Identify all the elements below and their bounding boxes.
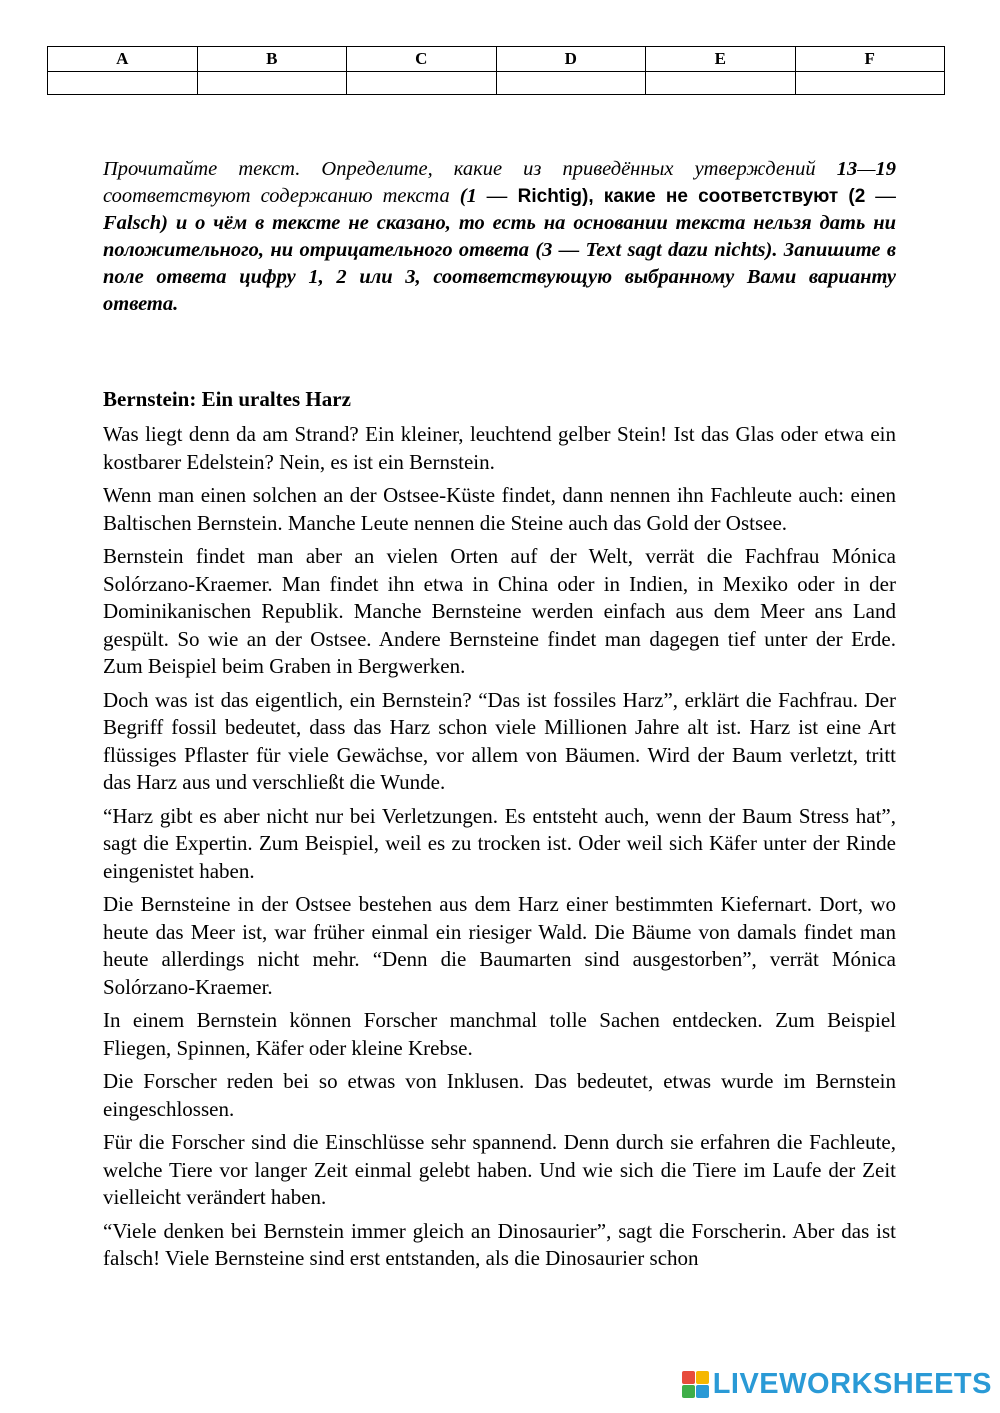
answer-cell-f[interactable] <box>795 72 945 95</box>
liveworksheets-logo-text: LIVEWORKSHEETS <box>712 1368 992 1400</box>
answer-table <box>47 46 945 95</box>
logo-tile <box>696 1371 709 1384</box>
liveworksheets-logo-icon <box>682 1371 709 1398</box>
answer-header-f: F <box>795 47 945 72</box>
answer-cell-b[interactable] <box>197 72 347 95</box>
logo-tile <box>682 1385 695 1398</box>
answer-cell-d[interactable] <box>496 72 646 95</box>
article-paragraph: Doch was ist das eigentlich, ein Bernstein? “Das ist fossiles Harz”, erklärt die Fachfrau. Der Begriff fossil bedeutet, dass das Harz schon viele Millionen Jahre alt ist. Harz ist eine Art flüssiges Pflaster für viele Gewächse, vor allem von Bäumen. Wird der Baum verletzt, tritt das Harz aus und verschließt die Wunde. <box>103 687 896 794</box>
answer-table-input-row <box>48 72 945 95</box>
answer-cell-a[interactable] <box>48 72 198 95</box>
instructions-dash: — <box>558 239 580 261</box>
article <box>103 386 896 1279</box>
answer-header-b: B <box>197 47 347 72</box>
option-1-label: Richtig), какие не соответствуют (2 <box>507 186 876 207</box>
instructions-match-text: соответствуют содержанию текста <box>103 185 460 207</box>
instructions-intro: Прочитайте текст. Определите, какие из приведённых утверждений <box>103 158 837 180</box>
answer-header-d: D <box>496 47 646 72</box>
instructions-dash: — <box>857 158 876 180</box>
option-3-label: Text sagt dazu nichts). Запишите в поле ответа цифру 1, 2 или 3, соответствующую выбранному Вами варианту ответа. <box>103 239 896 315</box>
article-paragraph: “Viele denken bei Bernstein immer gleich an Dinosaurier”, sagt die Forscherin. Aber das ist falsch! Viele Bernsteine sind erst entstanden, als die Dinosaurier schon <box>103 1218 896 1270</box>
article-paragraph: Für die Forscher sind die Einschlüsse sehr spannend. Denn durch sie erfahren die Fachleute, welche Tiere vor langer Zeit einmal gelebt haben. Und wie sich die Tiere im Laufe der Zeit vielleicht verändert haben. <box>103 1130 896 1209</box>
liveworksheets-branding[interactable] <box>682 1368 992 1401</box>
answer-cell-e[interactable] <box>646 72 796 95</box>
instructions-dash: — <box>486 185 508 207</box>
article-paragraph: “Harz gibt es aber nicht nur bei Verletzungen. Es entsteht auch, wenn der Baum Stress hat”, sagt die Expertin. Zum Beispiel, weil es zu trocken ist. Oder weil sich Käfer unter der Rinde eingenistet haben. <box>103 803 896 883</box>
answer-header-e: E <box>646 47 796 72</box>
option-1-open: (1 <box>459 185 487 207</box>
article-paragraph: Was liegt denn da am Strand? Ein kleiner, leuchtend gelber Stein! Ist das Glas oder etwa ein kostbarer Edelstein? Nein, es ist ein Bernstein. <box>103 422 896 474</box>
logo-tile <box>682 1371 695 1384</box>
logo-tile <box>696 1385 709 1398</box>
answer-cell-c[interactable] <box>347 72 497 95</box>
option-2-label: Falsch) и о чём в тексте не сказано, то есть на основании текста нельзя дать ни положительного, ни отрицательного ответа (3 <box>103 212 896 261</box>
instructions-range-start: 13 <box>836 158 858 180</box>
article-paragraph: Die Bernsteine in der Ostsee bestehen aus dem Harz einer bestimmten Kiefernart. Dort, wo heute das Meer ist, war früher einmal ein riesiger Wald. Die Bäume von damals findet man heute allerdings nicht mehr. “Denn die Baumarten sind ausgestorben”, verrät Mónica Solórzano-Kraemer. <box>103 892 896 999</box>
task-instructions <box>103 156 896 318</box>
article-paragraph: Die Forscher reden bei so etwas von Inklusen. Das bedeutet, etwas wurde im Bernstein eingeschlossen. <box>103 1069 896 1121</box>
article-paragraph: Bernstein findet man aber an vielen Orten auf der Welt, verrät die Fachfrau Mónica Solórzano-Kraemer. Man findet ihn etwa in China oder in Indien, in Mexiko oder in der Dominikanischen Republik. Manche Bernsteine werden einfach aus dem Meer ans Land gespült. So wie an der Ostsee. Andere Bernsteine findet man dagegen tief unter der Erde. Zum Beispiel beim Graben in Bergwerken. <box>103 544 896 678</box>
article-paragraph: Wenn man einen solchen an der Ostsee-Küste findet, dann nennen ihn Fachleute auch: einen Baltischen Bernstein. Manche Leute nennen die Steine auch das Gold der Ostsee. <box>103 483 896 535</box>
answer-header-c: C <box>347 47 497 72</box>
article-paragraph: In einem Bernstein können Forscher manchmal tolle Sachen entdecken. Zum Beispiel Fliegen, Spinnen, Käfer oder kleine Krebse. <box>103 1008 896 1060</box>
article-title: Bernstein: Ein uraltes Harz <box>103 387 351 411</box>
instructions-range-end: 19 <box>875 158 896 180</box>
answer-header-a: A <box>48 47 198 72</box>
answer-table-header-row <box>48 47 945 72</box>
instructions-dash: — <box>875 185 896 207</box>
